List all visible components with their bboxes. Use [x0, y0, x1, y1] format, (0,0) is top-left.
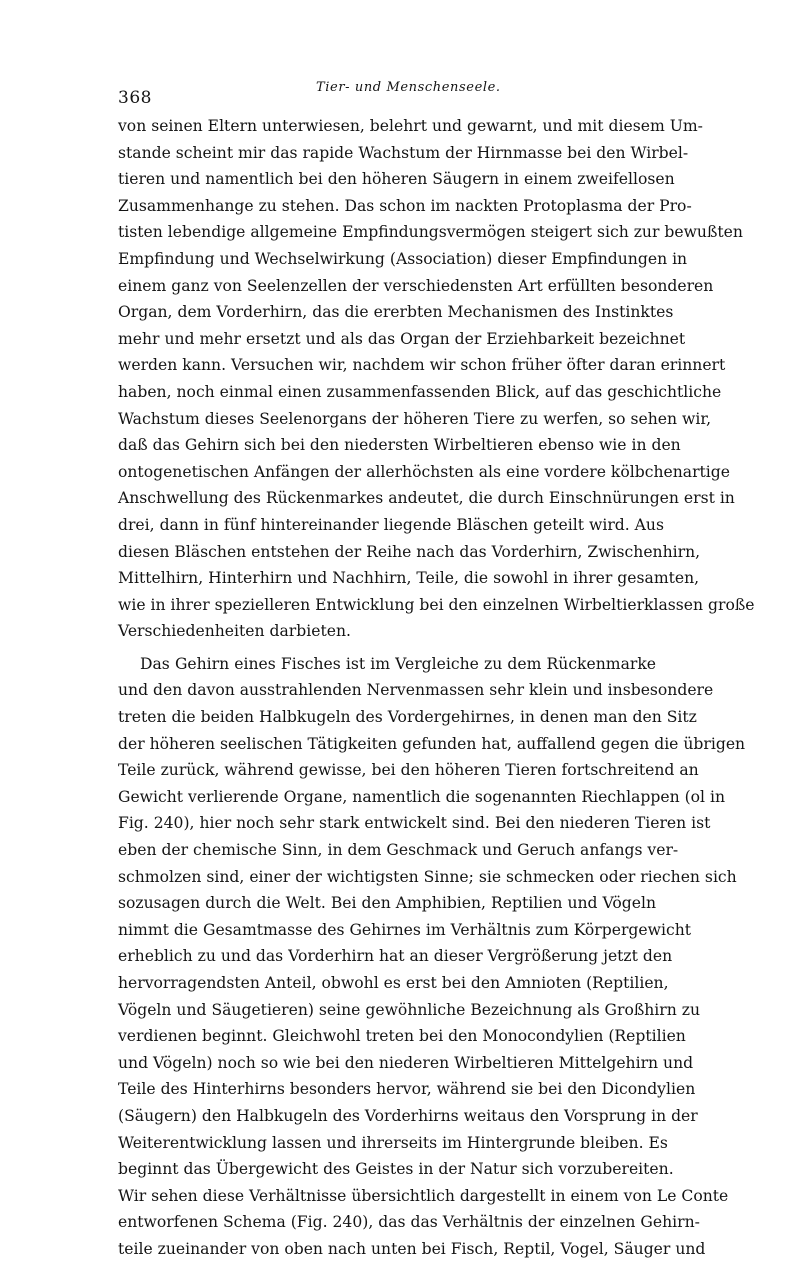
paragraph: [118, 113, 755, 645]
text-line: erheblich zu und das Vorderhirn hat an dieser Vergrößerung jetzt den: [118, 947, 673, 966]
body-text: [118, 113, 755, 1263]
text-line: haben, noch einmal einen zusammenfassenden Blick, auf das geschichtliche: [118, 382, 722, 401]
paragraph: [118, 651, 746, 1263]
text-line: nimmt die Gesamtmasse des Gehirnes im Verhältnis zum Körpergewicht: [118, 920, 692, 939]
text-line: der höheren seelischen Tätigkeiten gefunden hat, auffallend gegen die übrigen: [118, 734, 746, 753]
text-line: drei, dann in fünf hintereinander liegende Bläschen geteilt wird. Aus: [118, 515, 664, 534]
text-line: von seinen Eltern unterwiesen, belehrt und gewarnt, und mit diesem Um-: [118, 117, 703, 135]
text-line: und den davon ausstrahlenden Nervenmassen sehr klein und insbesondere: [118, 681, 714, 700]
text-line: hervorragendsten Anteil, obwohl es erst bei den Amnioten (Reptilien,: [118, 974, 669, 992]
text-line: teile zueinander von oben nach unten bei Fisch, Reptil, Vogel, Säuger und: [118, 1239, 706, 1258]
text-line: verdienen beginnt. Gleichwohl treten bei den Monocondylien (Reptilien: [118, 1027, 686, 1046]
text-line: mehr und mehr ersetzt und als das Organ der Erziehbarkeit bezeichnet: [118, 329, 686, 348]
text-line: schmolzen sind, einer der wichtigsten Sinne; sie schmecken oder riechen sich: [118, 867, 737, 886]
text-line: sozusagen durch die Welt. Bei den Amphibien, Reptilien und Vögeln: [118, 894, 656, 913]
text-line: beginnt das Übergewicht des Geistes in der Natur sich vorzubereiten.: [118, 1160, 674, 1179]
text-line: treten die beiden Halbkugeln des Vordergehirnes, in denen man den Sitz: [118, 708, 697, 727]
text-line: Wachstum dieses Seelenorgans der höheren Tiere zu werfen, so sehen wir,: [118, 409, 712, 428]
text-line: Anschwellung des Rückenmarkes andeutet, die durch Einschnürungen erst in: [118, 489, 735, 508]
text-line: (Säugern) den Halbkugeln des Vorderhirns weitaus den Vorsprung in der: [118, 1106, 698, 1125]
text-line: Fig. 240), hier noch sehr stark entwickelt sind. Bei den niederen Tieren ist: [118, 814, 711, 833]
text-line: stande scheint mir das rapide Wachstum der Hirnmasse bei den Wirbel-: [118, 143, 689, 162]
text-line: Mittelhirn, Hinterhirn und Nachhirn, Teile, die sowohl in ihrer gesamten,: [118, 569, 700, 588]
text-line: Vögeln und Säugetieren) seine gewöhnliche Bezeichnung als Großhirn zu: [118, 1000, 701, 1019]
text-line: Das Gehirn eines Fisches ist im Vergleiche zu dem Rückenmarke: [140, 654, 656, 673]
text-line: und Vögeln) noch so wie bei den niederen Wirbeltieren Mittelgehirn und: [118, 1053, 694, 1072]
text-line: Verschiedenheiten darbieten.: [118, 622, 351, 641]
text-line: Gewicht verlierende Organe, namentlich die sogenannten Riechlappen (ol in: [118, 787, 726, 806]
text-line: Teile zurück, während gewisse, bei den höheren Tieren fortschreitend an: [118, 761, 699, 780]
text-line: werden kann. Versuchen wir, nachdem wir schon früher öfter daran erinnert: [118, 356, 726, 375]
text-line: Teile des Hinterhirns besonders hervor, während sie bei den Dicondylien: [118, 1080, 696, 1099]
text-line: Zusammenhange zu stehen. Das schon im nackten Protoplasma der Pro-: [118, 196, 692, 215]
text-line: Wir sehen diese Verhältnisse übersichtlich dargestellt in einem von Le Conte: [118, 1186, 729, 1205]
page-number: 368: [118, 88, 152, 108]
text-line: eben der chemische Sinn, in dem Geschmack und Geruch anfangs ver-: [118, 841, 679, 860]
text-line: tisten lebendige allgemeine Empfindungsvermögen steigert sich zur bewußten: [118, 223, 743, 242]
text-line: ontogenetischen Anfängen der allerhöchsten als eine vordere kölbchenartige: [118, 462, 730, 481]
text-line: Organ, dem Vorderhirn, das die ererbten Mechanismen des Instinktes: [118, 303, 674, 322]
text-line: Weiterentwicklung lassen und ihrerseits im Hintergrunde bleiben. Es: [118, 1133, 668, 1152]
text-line: tieren und namentlich bei den höheren Säugern in einem zweifellosen: [118, 170, 675, 189]
text-line: Empfindung und Wechselwirkung (Association) dieser Empfindungen in: [118, 249, 688, 268]
text-line: einem ganz von Seelenzellen der verschiedensten Art erfüllten besonderen: [118, 276, 714, 295]
text-line: daß das Gehirn sich bei den niedersten Wirbeltieren ebenso wie in den: [118, 436, 681, 455]
text-line: diesen Bläschen entstehen der Reihe nach das Vorderhirn, Zwischenhirn,: [118, 542, 701, 561]
text-line: wie in ihrer spezielleren Entwicklung bei den einzelnen Wirbeltierklassen große: [118, 595, 755, 614]
running-head: Tier- und Menschenseele.: [316, 80, 501, 95]
text-line: entworfenen Schema (Fig. 240), das das Verhältnis der einzelnen Gehirn-: [118, 1213, 700, 1232]
